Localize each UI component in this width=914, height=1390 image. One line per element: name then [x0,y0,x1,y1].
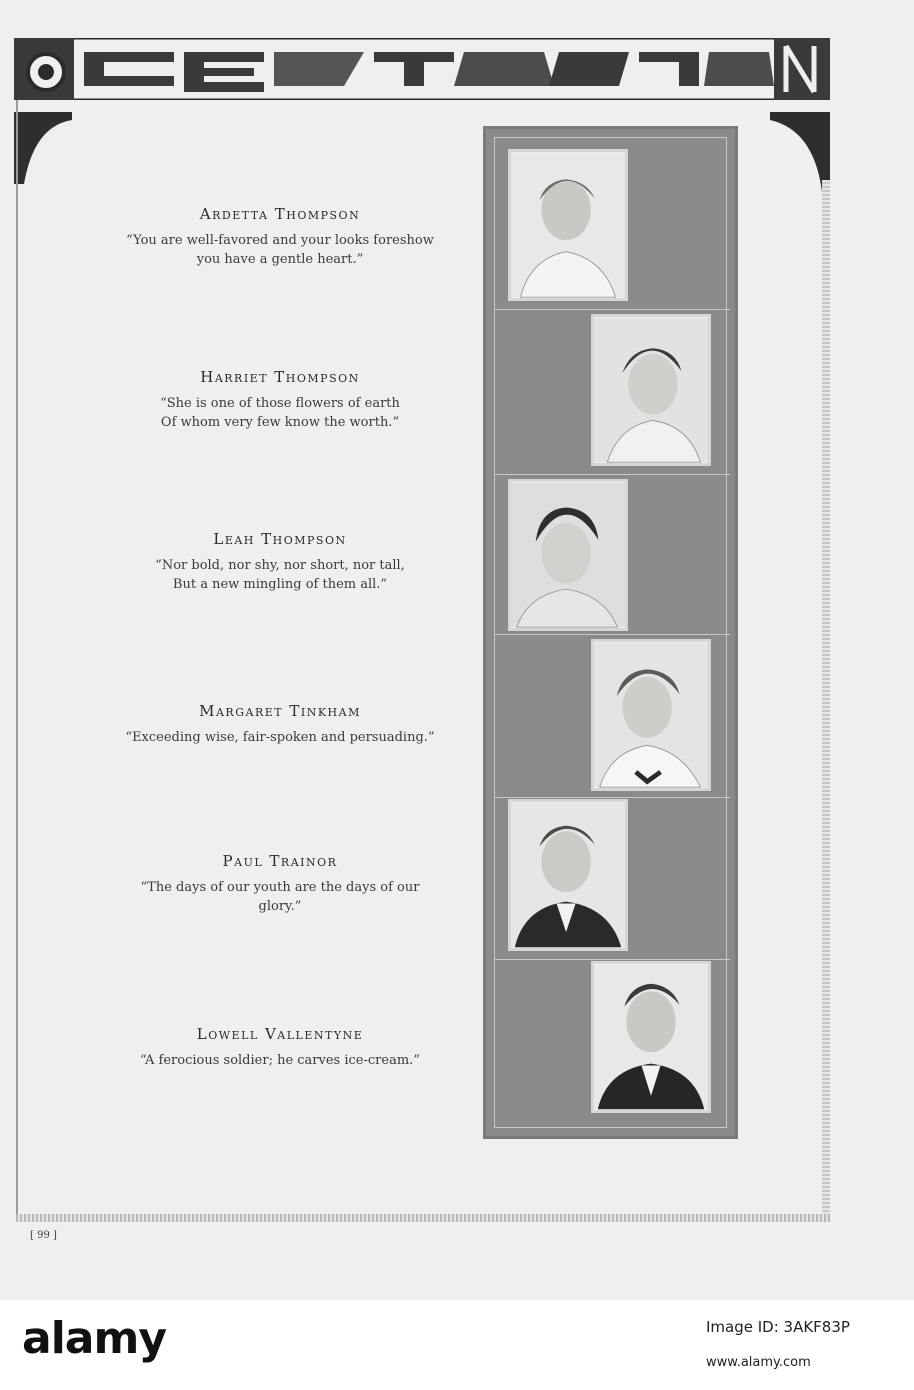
alamy-logo: alamy [22,1313,166,1364]
portrait-photo [508,799,628,951]
student-quote: “The days of our youth are the days of our glory.” [140,880,420,914]
image-id-label: Image ID: 3AKF83P [706,1318,850,1336]
cell-divider [494,959,730,960]
student-name: Paul Trainor [222,852,338,870]
student-quote: “You are well-favored and your looks foreshow you have a gentle heart.” [126,233,434,267]
left-border-rule [16,100,18,1220]
portrait-photo [591,314,711,466]
portrait-column [483,126,738,1139]
corner-ornament-right [770,112,830,192]
corner-ornament-left [14,112,72,184]
cell-divider [494,474,730,475]
student-name: Harriet Thompson [200,368,360,386]
header-ornament [14,38,830,100]
entry-paul-trainor [100,852,460,916]
page-number: [ 99 ] [30,1230,57,1241]
student-quote: “Nor bold, nor shy, nor short, nor tall, But a new mingling of them all.” [155,558,405,592]
entry-harriet-thompson [100,368,460,432]
stock-url-label: www.alamy.com [706,1355,811,1370]
portrait-photo [591,961,711,1113]
student-quote: “She is one of those flowers of earth Of whom very few know the worth.” [160,396,400,430]
portrait-photo [508,479,628,631]
entry-lowell-vallentyne [100,1025,460,1070]
portrait-photo [591,639,711,791]
cell-divider [494,797,730,798]
portrait-photo [508,149,628,301]
entry-margaret-tinkham [100,702,460,747]
student-quote: “A ferocious soldier; he carves ice-cream.” [140,1053,420,1068]
student-name: Leah Thompson [213,530,347,548]
entry-leah-thompson [100,530,460,594]
student-name: Ardetta Thompson [199,205,361,223]
student-quote: “Exceeding wise, fair-spoken and persuading.” [125,730,435,745]
student-name: Lowell Vallentyne [196,1025,364,1043]
right-border-rule [822,180,830,1220]
cell-divider [494,634,730,635]
student-name: Margaret Tinkham [199,702,361,720]
entry-ardetta-thompson [100,205,460,269]
bottom-border-rule [16,1214,830,1222]
cell-divider [494,309,730,310]
